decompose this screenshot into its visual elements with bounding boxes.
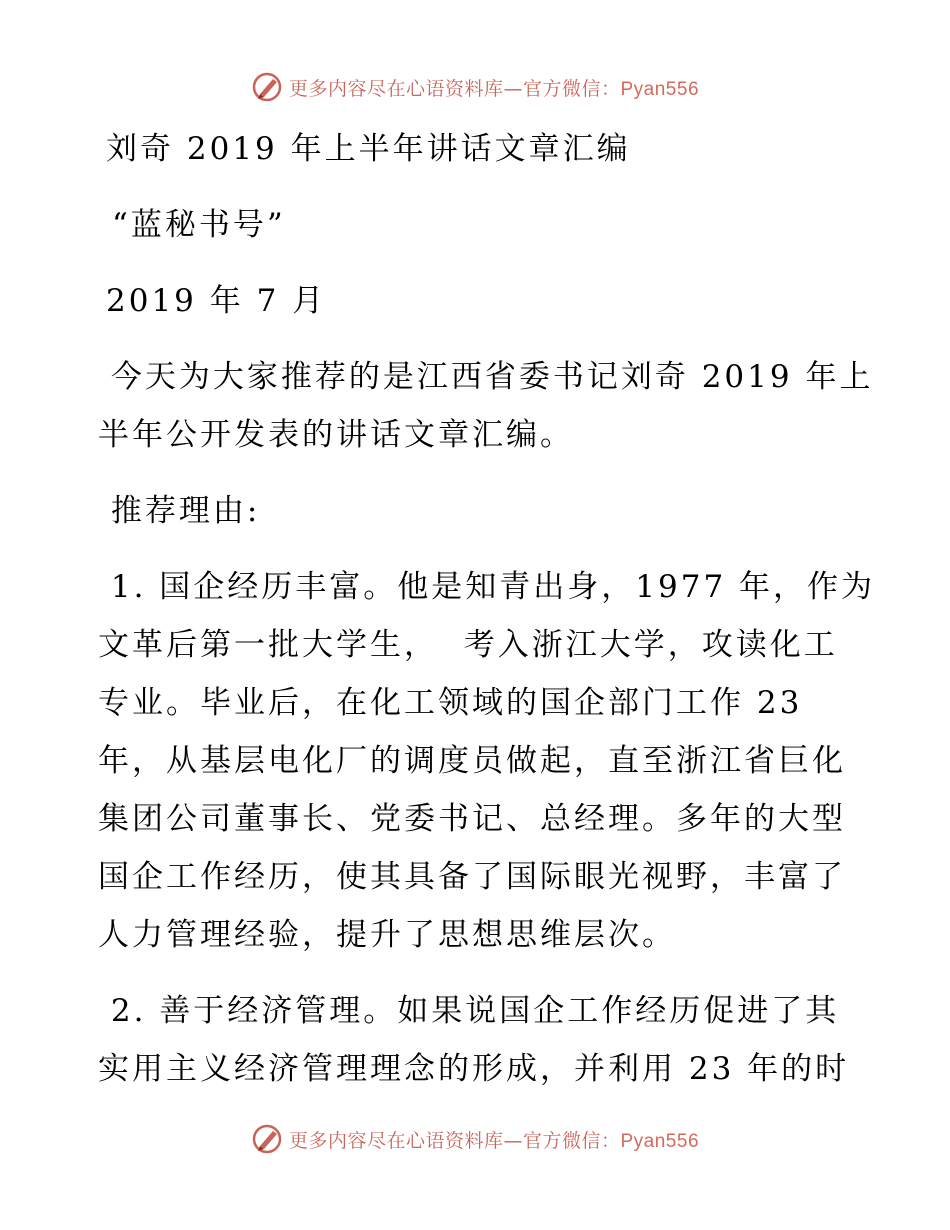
- paragraph-line: 年，从基层电化厂的调度员做起，直至浙江省巨化: [98, 743, 846, 779]
- pen-logo-icon: [251, 70, 285, 104]
- document-source: “蓝秘书号”: [112, 207, 286, 243]
- watermark-handle: Pyan556: [620, 1130, 700, 1152]
- point-2-paragraph: [98, 982, 858, 1098]
- paragraph-line: 人力管理经验，提升了思想思维层次。: [98, 917, 676, 953]
- paragraph-line: 集团公司董事长、党委书记、总经理。多年的大型: [98, 801, 846, 837]
- watermark-header: [0, 70, 950, 104]
- paragraph-line: 实用主义经济管理理念的形成，并利用 23 年的时: [98, 1051, 850, 1087]
- paragraph-line: 文革后第一批大学生， 考入浙江大学，攻读化工: [98, 627, 838, 663]
- paragraph-line: 今天为大家推荐的是江西省委书记刘奇 2019 年上: [98, 359, 874, 395]
- reason-heading: 推荐理由:: [98, 493, 261, 529]
- watermark-handle: Pyan556: [620, 78, 700, 100]
- watermark-text: 更多内容尽在心语资料库—官方微信：Pyan556: [288, 77, 700, 100]
- pen-logo-icon: [251, 1122, 285, 1156]
- document-date: 2019 年 7 月: [106, 283, 327, 319]
- document-title: 刘奇 2019 年上半年讲话文章汇编: [106, 131, 631, 167]
- intro-paragraph: [98, 348, 874, 464]
- point-1-paragraph: [98, 558, 876, 964]
- watermark-footer: [0, 1122, 950, 1156]
- paragraph-line: 2. 善于经济管理。如果说国企工作经历促进了其: [98, 993, 840, 1029]
- paragraph-line: 国企工作经历，使其具备了国际眼光视野，丰富了: [98, 859, 846, 895]
- paragraph-line: 半年公开发表的讲话文章汇编。: [98, 417, 574, 453]
- document-body: [98, 120, 876, 1098]
- paragraph-line: 1. 国企经历丰富。他是知青出身，1977 年，作为: [98, 569, 876, 605]
- paragraph-line: 专业。毕业后，在化工领域的国企部门工作 23: [98, 685, 803, 721]
- watermark-text: 更多内容尽在心语资料库—官方微信：Pyan556: [288, 1129, 700, 1152]
